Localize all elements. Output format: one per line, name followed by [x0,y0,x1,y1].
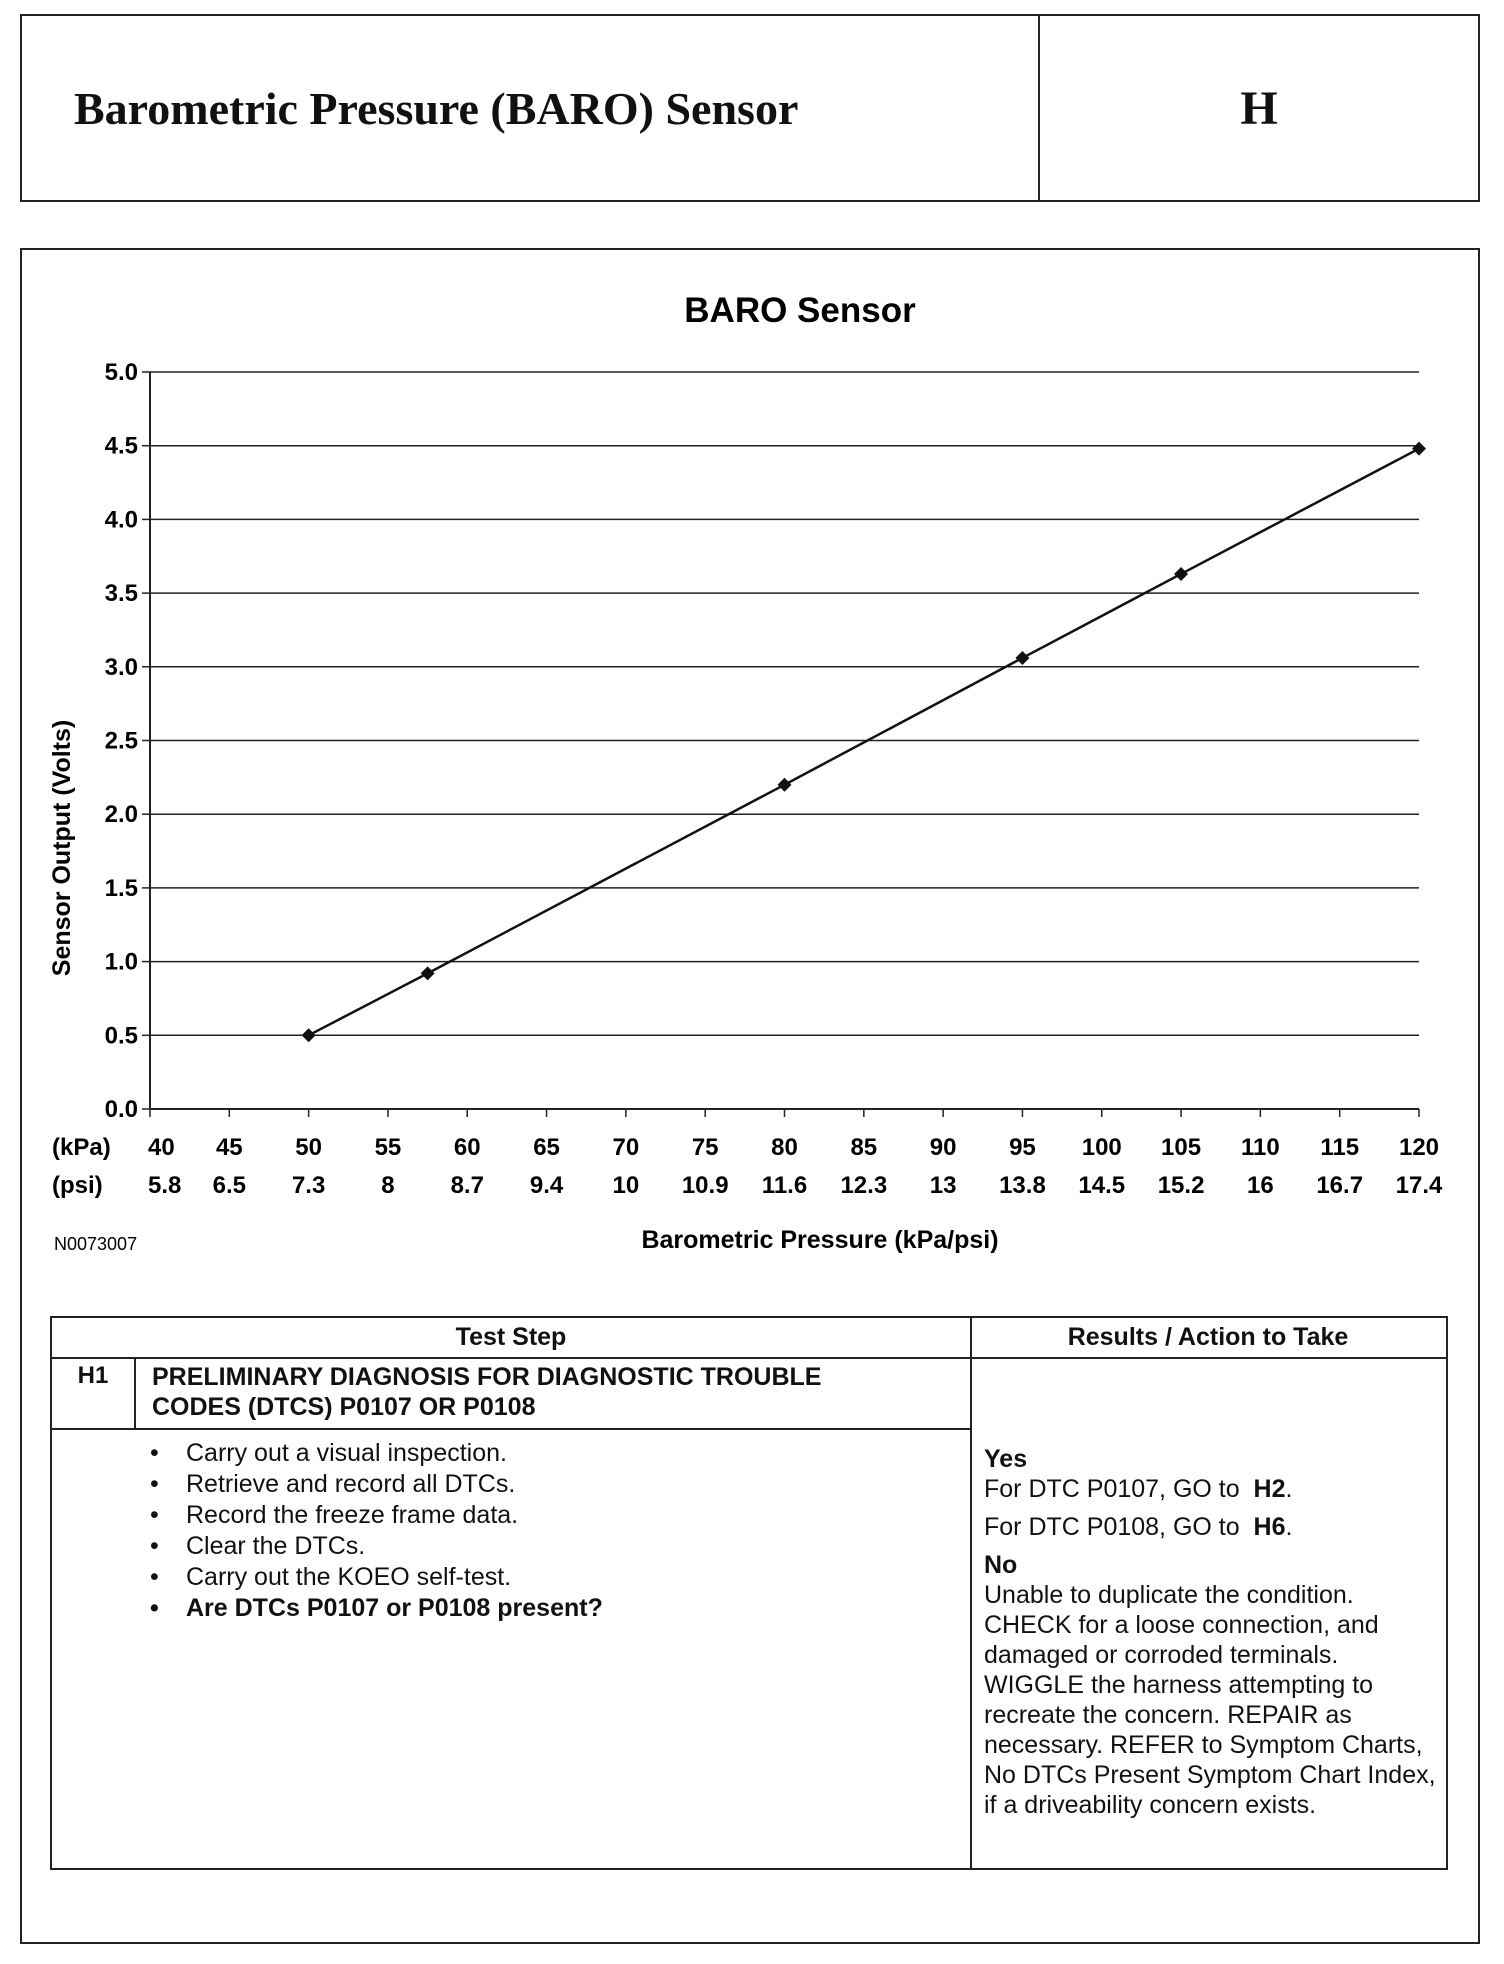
action-item: • Retrieve and record all DTCs. [142,1469,942,1500]
x-tick-label-psi: 17.4 [1395,1172,1443,1199]
x-tick-label-psi: 8.7 [450,1172,484,1199]
y-tick-label: 4.5 [104,432,138,460]
x-tick-label-kpa: 110 [1241,1134,1280,1161]
x-tick-label-psi: 13 [929,1172,957,1199]
goto-h6-link[interactable]: H6 [1253,1513,1286,1541]
x-tick-label-kpa: 65 [533,1134,560,1161]
action-item: • Carry out the KOEO self-test. [142,1562,942,1593]
y-tick-label: 2.0 [104,801,138,829]
goto-h2-link[interactable]: H2 [1253,1475,1286,1503]
x-tick-label-psi: 14.5 [1078,1172,1126,1199]
data-point-marker [778,778,792,792]
y-tick-label: 3.5 [104,580,138,608]
y-tick-label: 0.0 [104,1096,138,1123]
x-tick-label-kpa: 75 [691,1134,719,1161]
page-header [20,14,1480,202]
section-letter: H [1240,81,1278,135]
x-tick-label-kpa: 90 [929,1134,957,1161]
data-point-marker [302,1028,316,1042]
column-divider [970,1318,972,1868]
content-frame [20,248,1480,1944]
y-tick-label: 3.0 [104,653,138,681]
test-step-table [50,1316,1448,1870]
yes-action-text: For DTC P0107, GO to [984,1475,1240,1503]
x-tick-label-psi: 5.8 [148,1172,182,1199]
x-tick-label-psi: 10 [612,1172,640,1199]
action-item: • Clear the DTCs. [142,1531,942,1562]
x-unit-kpa: (kPa) [52,1134,111,1161]
y-tick-label: 1.5 [104,874,138,902]
action-question: • Are DTCs P0107 or P0108 present? [142,1593,942,1624]
x-tick-label-psi: 8 [381,1172,395,1199]
x-tick-label-kpa: 80 [771,1134,798,1161]
series-line [309,449,1419,1036]
column-header-test-step: Test Step [455,1323,567,1351]
no-action-text: Unable to duplicate the condition. CHECK for a loose connection, and damaged or corroded terminals. WIGGLE the harness attempting to recreate the concern. REPAIR as necessary. REFER to Symptom Charts, No DTCs Present Symptom Chart Index, if a driveability concern exists. [984,1581,1436,1819]
x-tick-label-psi: 6.5 [212,1172,246,1199]
data-point-marker [1412,442,1426,456]
action-item: • Carry out a visual inspection. [142,1438,942,1469]
header-divider [52,1357,1446,1359]
step-title-line: PRELIMINARY DIAGNOSIS FOR DIAGNOSTIC TROUBLE [152,1363,822,1391]
x-tick-label-psi: 16.7 [1316,1172,1364,1199]
x-tick-label-kpa: 70 [612,1134,640,1161]
x-tick-label-kpa: 100 [1081,1134,1122,1161]
results-column [984,1444,1444,1820]
page-title: Barometric Pressure (BARO) Sensor [22,16,1040,200]
x-tick-label-kpa: 40 [148,1134,175,1161]
x-tick-label-kpa: 85 [850,1134,878,1161]
step-id-divider [134,1357,136,1428]
baro-sensor-chart [22,250,1478,1290]
chart-title: BARO Sensor [684,291,916,330]
y-tick-label: 0.5 [104,1022,138,1050]
x-tick-label-psi: 9.4 [529,1172,564,1199]
x-tick-label-psi: 15.2 [1157,1172,1205,1199]
x-tick-label-psi: 12.3 [840,1172,888,1199]
figure-code: N0073007 [54,1234,138,1254]
action-list [142,1438,942,1624]
x-tick-label-psi: 11.6 [761,1172,808,1199]
y-tick-label: 4.0 [104,506,138,534]
data-point-marker [1015,651,1029,665]
x-tick-label-psi: 7.3 [291,1172,326,1199]
x-tick-label-kpa: 95 [1009,1134,1036,1161]
x-tick-label-kpa: 105 [1161,1134,1202,1161]
x-tick-label-psi: 13.8 [999,1172,1046,1199]
y-tick-label: 1.0 [104,948,138,976]
step-title-divider [52,1428,970,1430]
step-title [152,1362,932,1422]
y-axis-label: Sensor Output (Volts) [48,719,76,977]
period: . [1285,1475,1293,1503]
x-tick-label-kpa: 120 [1398,1134,1440,1161]
x-tick-label-psi: 16 [1247,1172,1274,1199]
y-tick-label: 5.0 [104,359,138,386]
action-item: • Record the freeze frame data. [142,1500,942,1531]
yes-label: Yes [984,1445,1028,1473]
yes-action-h6 [984,1512,1444,1542]
yes-action-text: For DTC P0108, GO to [984,1513,1240,1541]
x-tick-label-psi: 10.9 [681,1172,729,1199]
column-header-results: Results / Action to Take [1067,1323,1349,1351]
x-tick-label-kpa: 45 [215,1134,243,1161]
x-tick-label-kpa: 60 [453,1134,481,1161]
x-unit-psi: (psi) [52,1172,103,1199]
yes-action-h2 [984,1474,1444,1504]
x-tick-label-kpa: 115 [1320,1134,1360,1161]
step-title-line: CODES (DTCS) P0107 OR P0108 [152,1393,536,1421]
no-label: No [984,1551,1018,1579]
x-tick-label-kpa: 50 [295,1134,322,1161]
data-point-marker [1174,567,1188,581]
period: . [1285,1513,1293,1541]
data-point-marker [421,966,435,980]
y-tick-label: 2.5 [104,727,138,755]
x-tick-label-kpa: 55 [374,1134,402,1161]
x-axis-label: Barometric Pressure (kPa/psi) [641,1226,999,1254]
step-id: H1 [77,1362,109,1389]
